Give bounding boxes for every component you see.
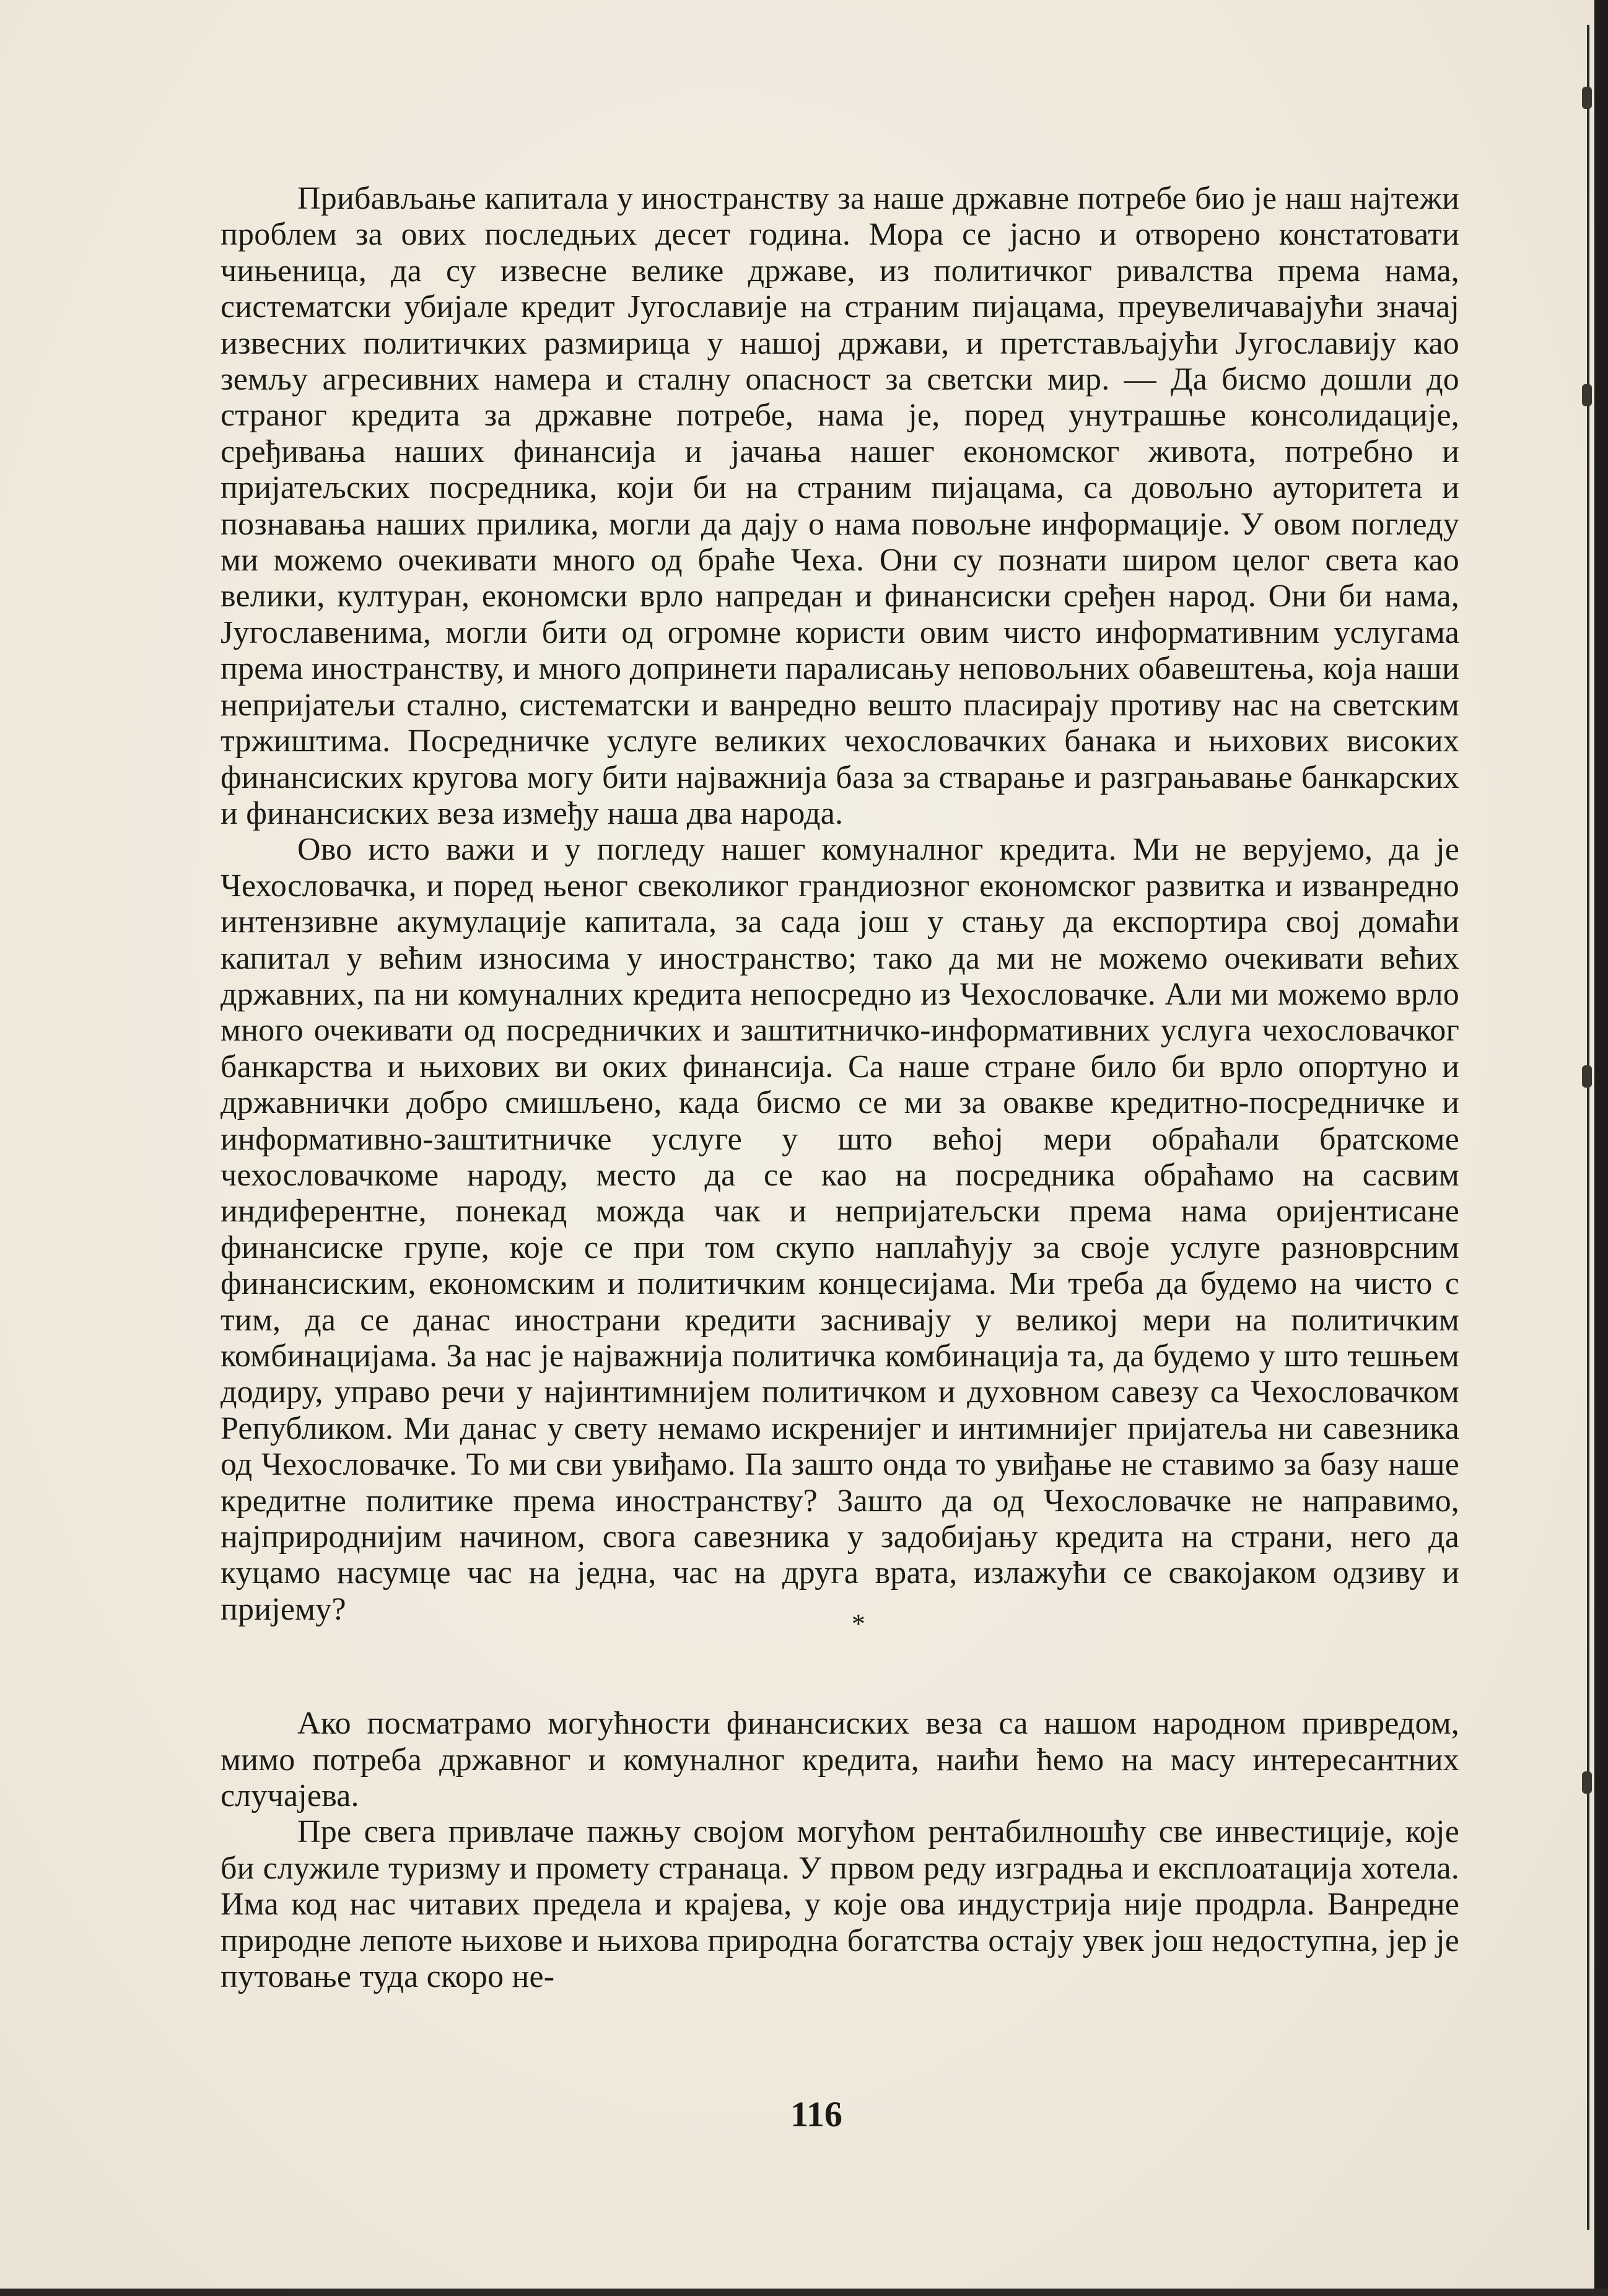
paragraph: Ово исто важи и у погледу нашег комуналног кредита. Ми не верујемо, да је Чехословачка, и поред њеног свеколиког грандиозног економског развитка и изванредно интензивне акумулације капитала, за сада још у стању да експортира свој домаћи капитал у већим износима у иностранство; тако да ми не можемо очекивати већих државних, па ни комуналних кредита непосредно из Чехословачке. Али ми можемо врло много очекивати од посредничких и заштитничко-информативних услуга чехословачког банкарства и њихових ви оких финансија. Са наше стране било би врло опортуно и државнички добро смишљено, када бисмо се ми за овакве кредитно-посредничке и информативно-заштитничке услуге у што већој мери обраћали братскоме чехословачкоме народу, место да се као на посредника обраћамо на сасвим индиферентне, понекад можда чак и непријатељски према нама оријентисане финансиске групе, које се при том скупо наплаћују за своје услуге разноврсним финансиским, економским и политичким концесијама. Ми треба да будемо на чисто с тим, да се данас инострани кредити заснивају у великој мери на политичким комбинацијама. За нас је најважнија политичка комбинација та, да будемо у што тешњем додиру, управо речи у најинтимнијем политичком и духовном савезу са Чехословачком Републиком. Ми данас у свету немамо искренијег и интимнијег пријатеља ни савезника од Чехословачке. То ми сви увиђамо. Па зашто онда то увиђање не ставимо за базу наше кредитне политике према иностранству? Зашто да од Чехословачке не направимо, најприроднијим начином, свога савезника у задобијању кредита на страни, него да куцамо насумце час на једна, час на друга врата, излажући се свакојаком одзиву и пријему? [221,832,1459,1627]
binding-mark [1582,1065,1592,1088]
paragraph: Прибављање капитала у иностранству за наше државне потребе био је наш најтежи проблем за ових последњих десет година. Мора се јасно и отворено констатовати чињеница, да су извесне велике државе, из политичког ривалства према нама, систематски убијале кредит Југославије на страним пијацама, преувеличавајући значај извесних политичких размирица у нашој држави, и претстављајући Југославију као земљу агресивних намера и сталну опасност за светски мир. — Да бисмо дошли до страног кредита за државне потребе, нама је, поред унутрашње консолидације, сређивања наших финансија и јачања нашег економског живота, потребно и пријатељских посредника, који би на страним пијацама, са довољно ауторитета и познавања наших прилика, могли да дају о нама повољне информације. У овом погледу ми можемо очекивати много од браће Чеха. Они су познати широм целог света као велики, културан, економски врло напредан и финансиски сређен народ. Они би нама, Југославенима, могли бити од огромне користи овим чисто информативним услугама према иностранству, и много допринети паралисању неповољних обавештења, која наши непријатељи стално, систематски и ванредно вешто пласирају противу нас на светским тржиштима. Посредничке услуге великих чехословачких банака и њихових високих финансиских кругова могу бити најважнија база за стварање и разграњавање банкарских и финансиских веза између наша два народа. [221,181,1459,831]
binding-mark [1582,87,1592,109]
body-text [221,181,1459,1996]
page-binding-edge [1587,25,1589,2230]
scan-bottom-border [0,2289,1608,2296]
paragraph: Ако посматрамо могућности финансиских веза са нашом народном привредом, мимо потреба државног и комуналног кредита, наићи ћемо на масу интересантних случајева. [221,1706,1459,1814]
page-number: 116 [790,2094,842,2134]
paragraph: Пре свега привлаче пажњу својом могућом рентабилношћу све инвестиције, које би служиле туризму и промету странаца. У првом реду изградња и експлоатација хотела. Има код нас читавих предела и крајева, у које ова индустрија није продрла. Ванредне природне лепоте њихове и њихова природна богатства остају увек још недоступна, јер је путовање туда скоро не- [221,1814,1459,1995]
section-separator: * [851,1609,866,1639]
scan-dark-border [1594,0,1608,2296]
binding-mark [1582,1771,1592,1794]
binding-mark [1582,384,1592,406]
